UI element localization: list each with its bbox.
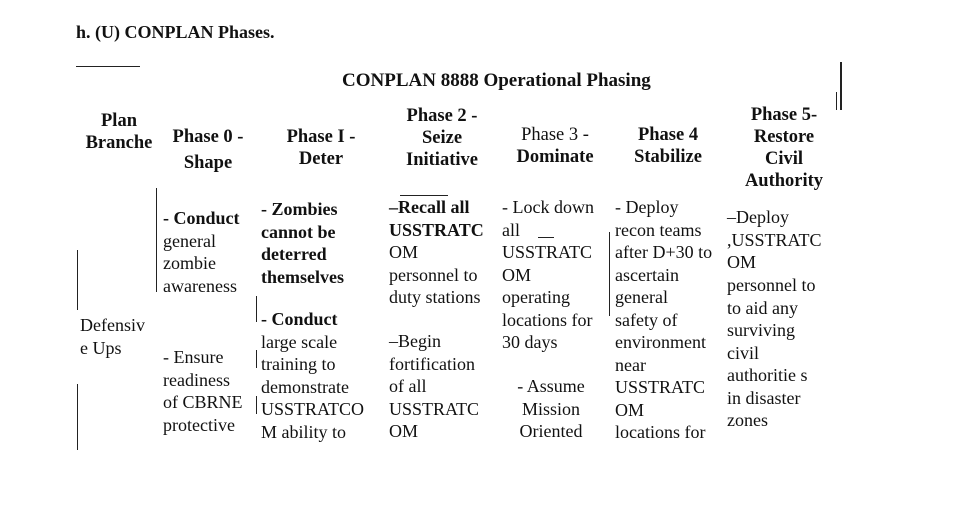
- cell-line: demonstrate: [261, 376, 349, 397]
- cell-line: duty stations: [389, 287, 481, 307]
- cell-line: readiness: [163, 369, 230, 390]
- cell-line: large scale: [261, 331, 338, 352]
- phase3-assume-mission: [505, 375, 597, 443]
- table-right-border: [840, 62, 842, 110]
- cell-line: - Conduct: [261, 309, 338, 329]
- header-line: Phase 0 -: [172, 127, 244, 147]
- cell-line: USSTRATC: [389, 219, 484, 240]
- cell-line: OM: [502, 264, 532, 285]
- header-phase-0: [164, 124, 252, 176]
- header-line: Phase 4: [637, 125, 699, 145]
- section-heading: h. (U) CONPLAN Phases.: [76, 22, 275, 42]
- cell-border: [156, 188, 157, 292]
- table-right-border-2: [836, 92, 837, 110]
- header-phase-2: [392, 105, 492, 171]
- phase0-conduct-awareness: [163, 207, 240, 297]
- cell-line: all: [502, 219, 520, 240]
- cell-border: [609, 232, 610, 316]
- cell-line: - Assume: [517, 376, 585, 396]
- cell-line: USSTRATC: [615, 377, 706, 397]
- header-line: Restore: [753, 127, 815, 147]
- cell-line: - Ensure: [163, 347, 224, 367]
- header-phase-5: [738, 104, 830, 192]
- cell-line: recon teams: [615, 219, 702, 240]
- cell-line: Oriented: [519, 421, 583, 441]
- header-line: Shape: [183, 153, 233, 173]
- cell-line: ,USSTRATC: [727, 229, 822, 250]
- phase1-zombies-not-deterred: [261, 198, 344, 288]
- cell-line: - Conduct: [163, 208, 240, 228]
- phase4-deploy-recon: [615, 196, 712, 444]
- cell-line: zones: [727, 410, 768, 430]
- phase5-deploy-usstratcom: [727, 206, 822, 274]
- cell-line: safety of: [615, 309, 678, 330]
- cell-line: Mission: [521, 398, 581, 419]
- cell-line: USSTRATC: [502, 242, 593, 262]
- cell-line: to aid any: [727, 297, 798, 318]
- cell-line: authoritie s: [727, 365, 808, 385]
- cell-line: locations for: [615, 422, 706, 442]
- cell-line: M ability to: [261, 421, 346, 442]
- cell-line: operating: [502, 287, 570, 307]
- cell-border: [256, 396, 257, 414]
- cell-border: [77, 384, 78, 450]
- phase2-begin-fortification: [389, 330, 479, 443]
- header-plan-branche: [80, 110, 158, 154]
- cell-line: USSTRATCO: [261, 399, 365, 419]
- header-line: Phase 3 -: [521, 125, 589, 145]
- phase1-conduct-training: [261, 308, 364, 443]
- row-label-defensive-ups: [80, 314, 145, 359]
- cell-line: OM: [389, 242, 419, 262]
- header-line: Phase 2 -: [406, 106, 478, 126]
- header-line: Civil: [764, 149, 804, 169]
- header-line: Dominate: [516, 147, 594, 167]
- cell-line: cannot be: [261, 221, 336, 242]
- cell-line: of all: [389, 376, 427, 396]
- cell-line: general: [615, 287, 668, 307]
- cell-border: [77, 250, 78, 310]
- cell-line: ascertain: [615, 264, 679, 285]
- row-label-line: e Ups: [80, 337, 122, 358]
- cell-line: personnel to: [727, 275, 816, 295]
- cell-line: themselves: [261, 266, 344, 287]
- cell-line: training to: [261, 354, 336, 374]
- phase3-lock-down: [502, 196, 594, 354]
- header-line: Stabilize: [634, 147, 702, 167]
- cell-line: –Begin: [389, 331, 441, 351]
- cell-line: environment: [615, 332, 706, 352]
- cell-line: zombie: [163, 253, 216, 273]
- cell-line: near: [615, 354, 646, 375]
- cell-line: surviving: [727, 320, 796, 340]
- header-phase-1: [274, 126, 368, 170]
- cell-line: –Recall all: [389, 197, 470, 217]
- cell-line: - Deploy: [615, 197, 679, 217]
- cell-border: [256, 350, 257, 368]
- table-title: CONPLAN 8888 Operational Phasing: [342, 70, 651, 91]
- header-line: Branche: [85, 133, 153, 153]
- cell-line: personnel to: [389, 264, 478, 285]
- cell-line: –Deploy: [727, 207, 789, 227]
- header-line: Plan: [101, 111, 137, 131]
- cell-line: civil: [727, 342, 759, 363]
- row-label-line: Defensiv: [80, 315, 145, 335]
- cell-line: fortification: [389, 353, 475, 374]
- cell-line: after D+30 to: [615, 242, 713, 262]
- cell-line: protective: [163, 414, 235, 435]
- header-line: Deter: [298, 149, 344, 169]
- header-phase-4: [618, 124, 718, 168]
- header-line: Phase 5-: [750, 105, 818, 125]
- cell-line: - Zombies: [261, 199, 338, 219]
- cell-line: deterred: [261, 244, 327, 264]
- header-line: Seize: [421, 128, 463, 148]
- cell-line: locations for: [502, 309, 593, 330]
- cell-line: in disaster: [727, 387, 801, 408]
- cell-line: OM: [727, 252, 757, 272]
- header-line: Phase I -: [286, 127, 356, 147]
- header-line: Initiative: [406, 150, 478, 170]
- phase0-ensure-readiness: [163, 346, 243, 436]
- cell-line: OM: [615, 399, 645, 420]
- cell-line: 30 days: [502, 332, 558, 352]
- header-line: Authority: [744, 171, 824, 191]
- cell-border: [256, 296, 257, 322]
- cell-line: OM: [389, 421, 419, 441]
- cell-line: general: [163, 230, 216, 251]
- cell-line: - Lock down: [502, 197, 594, 217]
- cell-line: USSTRATC: [389, 398, 480, 419]
- phase5-personnel-aid: [727, 274, 815, 432]
- heading-underline: [76, 66, 140, 67]
- cell-line: awareness: [163, 275, 237, 296]
- phase2-recall-personnel: [389, 196, 484, 309]
- cell-line: of CBRNE: [163, 392, 243, 412]
- header-phase-3: [505, 124, 605, 168]
